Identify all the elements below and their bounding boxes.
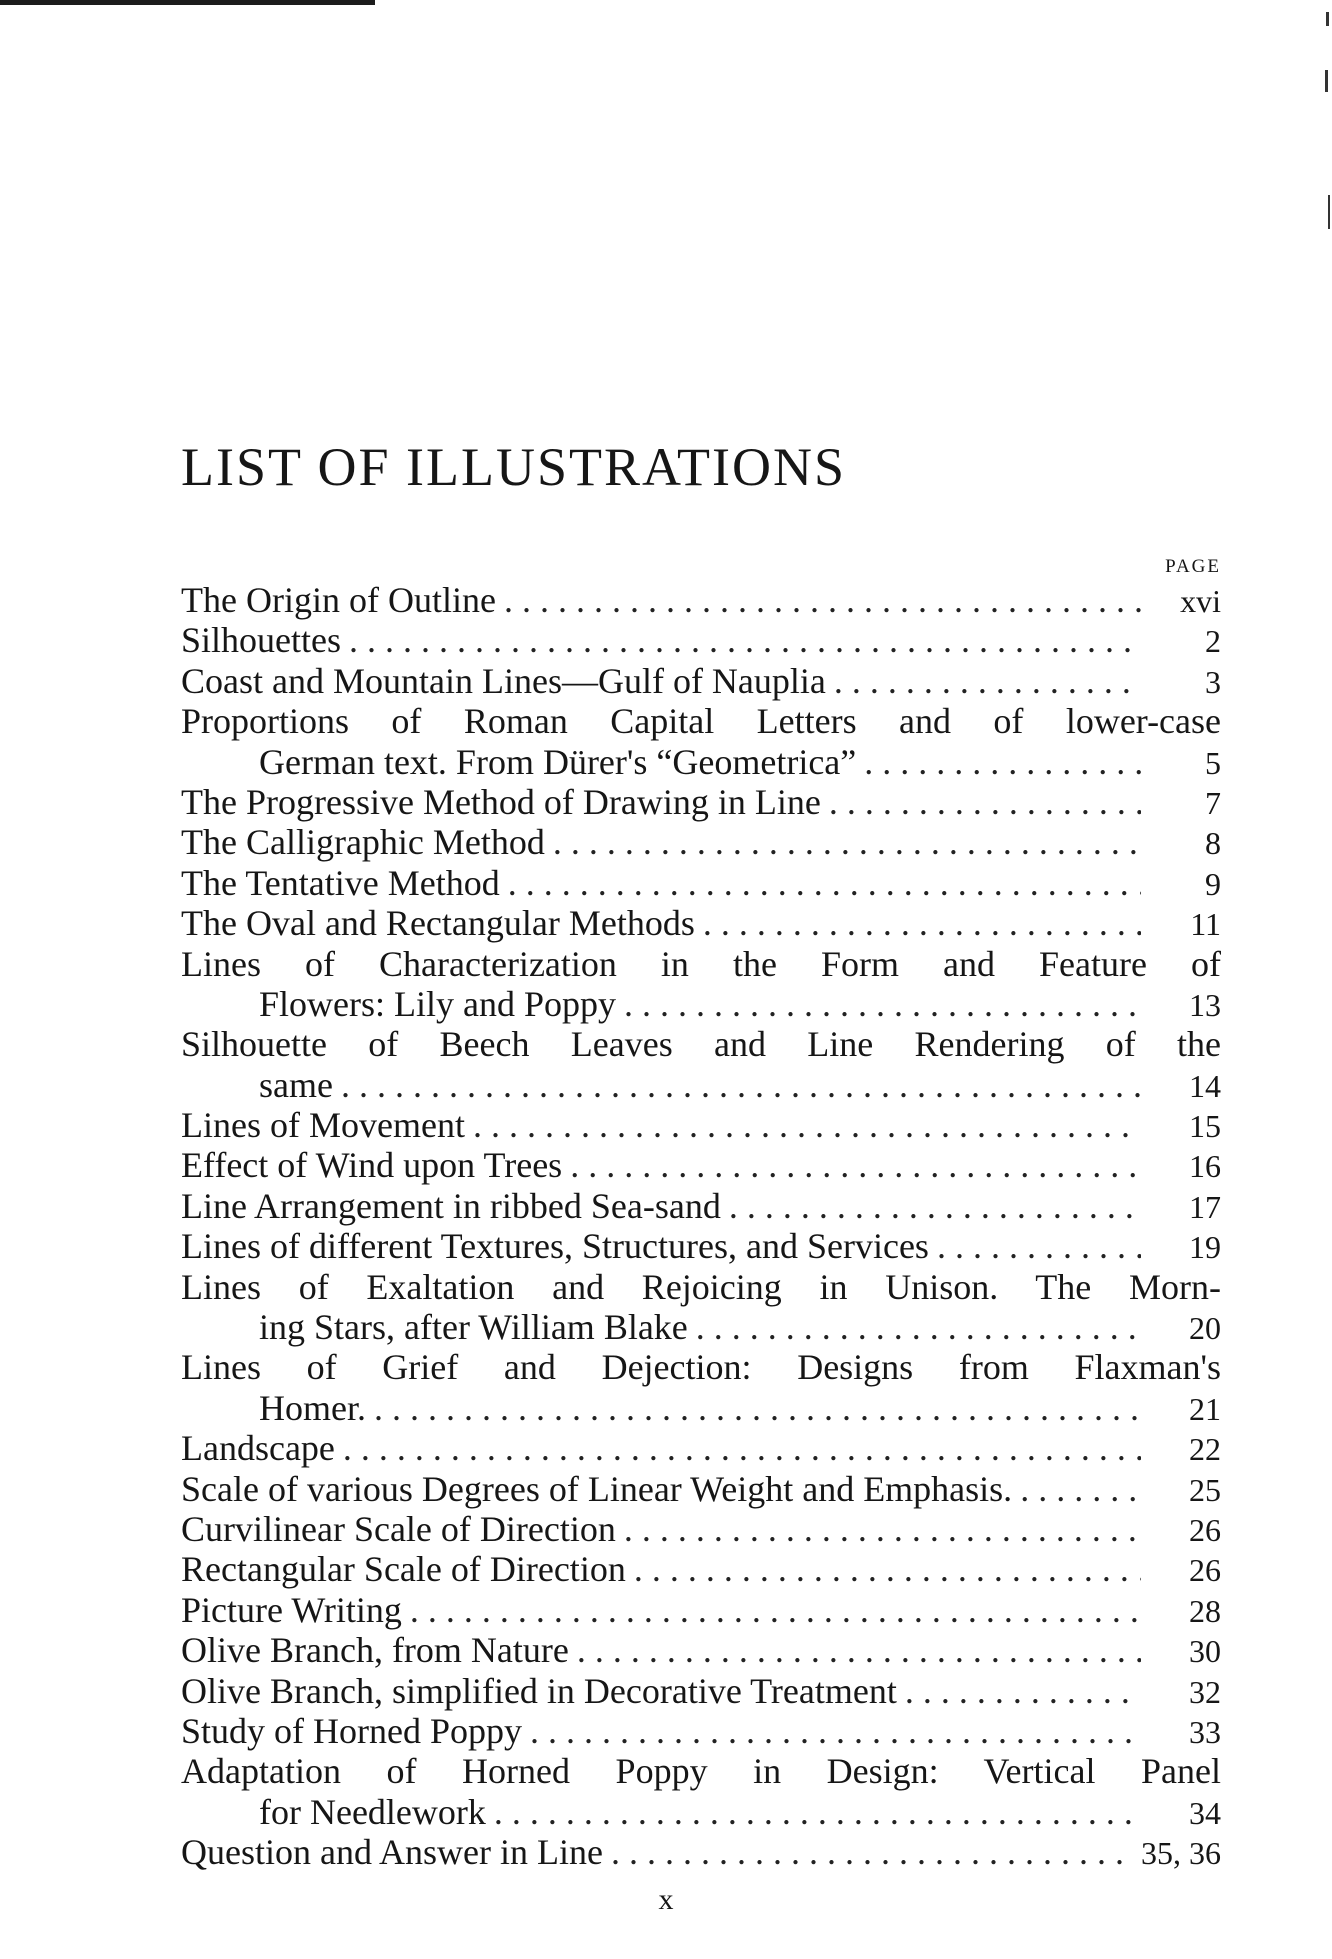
entry-page-number: 28 [1189,1592,1221,1629]
page-column-heading: PAGE [1165,556,1221,577]
entry-line [181,1590,1221,1630]
entry-line [181,1024,1221,1064]
illustration-entry [181,1549,1221,1589]
dot-leader [374,1388,1141,1428]
dot-leader [611,1832,1129,1872]
entry-title: Curvilinear Scale of Direction [181,1508,616,1549]
entry-page-number: 25 [1189,1471,1221,1508]
dot-leader [530,1711,1141,1751]
folio-page-number: x [658,1883,674,1916]
entry-line [181,863,1221,903]
entry-page-number: 13 [1189,986,1221,1023]
illustration-entry [181,903,1221,943]
entry-title: The Progressive Method of Drawing in Line [181,781,821,822]
entry-line [181,1630,1221,1670]
dot-leader [341,1065,1141,1105]
illustration-entry [181,782,1221,822]
entry-continuation-line [181,1065,1221,1105]
illustration-entry [181,1630,1221,1670]
entry-page-number: 16 [1189,1148,1221,1185]
dot-leader [696,1307,1141,1347]
dot-leader [577,1630,1141,1670]
dot-leader [504,580,1141,620]
entry-page-number: 26 [1189,1511,1221,1548]
entry-title: same [259,1064,333,1105]
entry-page-number: 17 [1189,1188,1221,1225]
illustration-entry [181,620,1221,660]
entry-title: Proportions of Roman Capital Letters and of lower-case [181,701,1221,742]
entry-title: Lines of Grief and Dejection: Designs from Flaxman's [181,1347,1221,1388]
entry-page-number: 14 [1189,1067,1221,1104]
entry-line [181,1186,1221,1226]
entry-line [181,1105,1221,1145]
illustration-entry [181,944,1221,1025]
dot-leader [703,903,1141,943]
illustration-entry [181,1509,1221,1549]
entry-title: The Calligraphic Method [181,822,545,863]
dot-leader [343,1428,1141,1468]
entry-title: Lines of different Textures, Structures, and Services [181,1226,929,1267]
entry-title: Olive Branch, from Nature [181,1630,569,1671]
illustration-entry [181,1671,1221,1711]
dot-leader [905,1671,1141,1711]
entry-title: Coast and Mountain Lines—Gulf of Nauplia [181,660,826,701]
illustration-entry [181,1590,1221,1630]
entry-line [181,1549,1221,1589]
entry-page-number: 35, 36 [1141,1835,1221,1872]
illustration-entry [181,1751,1221,1832]
entry-continuation-line [181,984,1221,1024]
entry-title: Effect of Wind upon Trees [181,1145,563,1186]
entry-title: The Oval and Rectangular Methods [181,903,695,944]
entry-page-number: 30 [1189,1633,1221,1670]
entry-line [181,701,1221,741]
entry-page-number: 32 [1189,1673,1221,1710]
entry-continuation-line [181,1792,1221,1832]
entry-line [181,1711,1221,1751]
page-title: LIST OF ILLUSTRATIONS [181,437,847,497]
entry-page-number: 11 [1190,906,1221,943]
entry-line [181,1428,1221,1468]
entry-line [181,903,1221,943]
dot-leader [553,822,1141,862]
entry-page-number: 8 [1205,825,1221,862]
entry-line [181,580,1221,620]
illustration-entry [181,661,1221,701]
dot-leader [729,1186,1141,1226]
entry-title: Question and Answer in Line [181,1832,603,1873]
entry-page-number: xvi [1180,583,1221,619]
entry-line [181,1226,1221,1266]
illustration-entry [181,1469,1221,1509]
illustration-entry [181,1832,1221,1872]
entry-page-number: 21 [1189,1390,1221,1427]
illustration-entry [181,1145,1221,1185]
entry-continuation-line [181,1388,1221,1428]
entry-page-number: 22 [1189,1431,1221,1468]
entry-title: Silhouette of Beech Leaves and Line Rendering of the [181,1024,1221,1065]
entry-title: The Tentative Method [181,862,500,903]
dot-leader [937,1226,1141,1266]
entry-line [181,661,1221,701]
top-rule [0,0,375,5]
entry-title: Flowers: Lily and Poppy [259,983,616,1024]
entry-title: Olive Branch, simplified in Decorative Treatment [181,1670,897,1711]
entry-page-number: 19 [1189,1229,1221,1266]
dot-leader [829,782,1141,822]
entry-page-number: 2 [1205,623,1221,660]
entry-page-number: 20 [1189,1310,1221,1347]
entry-line [181,1145,1221,1185]
dot-leader [1020,1469,1141,1509]
entry-page-number: 34 [1189,1794,1221,1831]
entry-page-number: 3 [1205,663,1221,700]
dot-leader [634,1549,1141,1589]
illustrations-list [181,580,1221,1873]
entry-page-number: 5 [1205,744,1221,781]
entry-title: Rectangular Scale of Direction [181,1549,626,1590]
illustration-entry [181,1347,1221,1428]
entry-title: The Origin of Outline [181,580,496,620]
entry-page-number: 26 [1189,1552,1221,1589]
margin-speck [1325,70,1328,92]
entry-line [181,944,1221,984]
dot-leader [508,863,1141,903]
entry-title: Picture Writing [181,1589,402,1630]
entry-title: Landscape [181,1428,335,1469]
entry-title: Silhouettes [181,620,341,661]
entry-page-number: 15 [1189,1108,1221,1145]
entry-title: Lines of Characterization in the Form and Feature of [181,943,1221,984]
entry-line [181,1509,1221,1549]
dot-leader [570,1145,1141,1185]
entry-title: for Needlework [259,1791,486,1832]
entry-title: Lines of Movement [181,1105,465,1146]
entry-line [181,1671,1221,1711]
entry-title: Adaptation of Horned Poppy in Design: Vertical Panel [181,1751,1221,1792]
illustration-entry [181,1428,1221,1468]
entry-title: Line Arrangement in ribbed Sea-sand [181,1185,721,1226]
entry-line [181,620,1221,660]
entry-line [181,782,1221,822]
entry-line [181,822,1221,862]
entry-line [181,1832,1221,1872]
illustration-entry [181,863,1221,903]
dot-leader [349,620,1141,660]
dot-leader [624,984,1141,1024]
illustration-entry [181,1267,1221,1348]
dot-leader [410,1590,1141,1630]
dot-leader [473,1105,1141,1145]
entry-line [181,1267,1221,1307]
dot-leader [864,742,1141,782]
illustration-entry [181,1711,1221,1751]
entry-page-number: 9 [1205,865,1221,902]
margin-speck [1328,195,1330,229]
entry-title: Homer. [259,1387,366,1428]
illustration-entry [181,1105,1221,1145]
dot-leader [494,1792,1141,1832]
illustration-entry [181,1024,1221,1105]
dot-leader [834,661,1141,701]
entry-title: Scale of various Degrees of Linear Weight and Emphasis. [181,1468,1013,1509]
entry-title: ing Stars, after William Blake [259,1307,688,1348]
dot-leader [624,1509,1141,1549]
entry-page-number: 33 [1189,1713,1221,1750]
entry-line [181,1347,1221,1387]
margin-speck [1326,12,1329,26]
entry-continuation-line [181,742,1221,782]
entry-continuation-line [181,1307,1221,1347]
entry-title: German text. From Dürer's “Geometrica” [259,741,857,782]
illustration-entry [181,1226,1221,1266]
entry-line [181,1469,1221,1509]
illustration-entry [181,822,1221,862]
entry-page-number: 7 [1205,784,1221,821]
entry-title: Lines of Exaltation and Rejoicing in Unison. The Morn- [181,1266,1221,1307]
illustration-entry [181,701,1221,782]
illustration-entry [181,580,1221,620]
entry-title: Study of Horned Poppy [181,1710,522,1751]
illustration-entry [181,1186,1221,1226]
entry-line [181,1751,1221,1791]
